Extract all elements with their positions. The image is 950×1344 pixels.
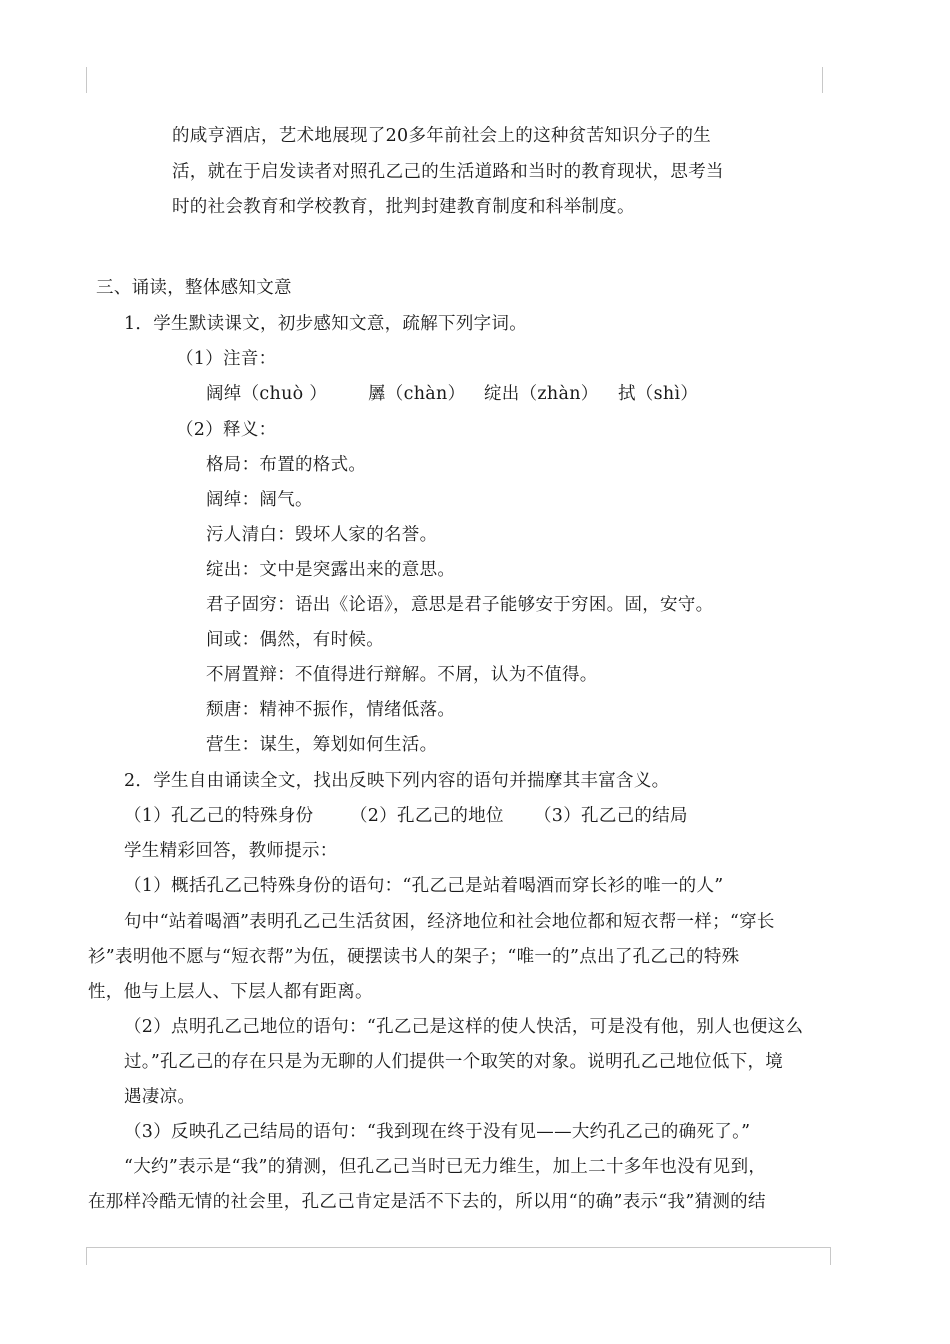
gloss-item: 间或：偶然，有时候。 (206, 630, 384, 650)
answer-1-line-2: 衫”表明他不愿与“短衣帮”为伍，硬摆读书人的架子；“唯一的”点出了孔乙己的特殊 (88, 947, 740, 967)
answer-2-line-3: 遇凄凉。 (124, 1087, 196, 1107)
topic-item: （1）孔乙己的特殊身份 (124, 806, 314, 826)
answer-2-line-2: 过。”孔乙己的存在只是为无聊的人们提供一个取笑的对象。说明孔乙己地位低下，境 (124, 1052, 784, 1072)
answer-1-line-1: 句中“站着喝酒”表明孔乙己生活贫困，经济地位和社会地位都和短衣帮一样；“穿长 (124, 912, 775, 932)
pinyin-entry: 阔绰（chuò ） (206, 384, 328, 404)
gloss-item: 格局：布置的格式。 (206, 455, 367, 475)
pinyin-row (206, 382, 699, 406)
page-bottom-border-line (86, 1247, 830, 1248)
answer-intro: 学生精彩回答，教师提示： (124, 841, 338, 861)
answer-3-line-1: “大约”表示是“我”的猜测，但孔乙己当时已无力维生，加上二十多年也没有见到， (124, 1157, 767, 1177)
page-corner-mark-bottom-left (86, 1247, 87, 1265)
topic-item: （2）孔乙己的地位 (350, 806, 504, 826)
answer-3-line-2: 在那样冷酷无情的社会里，孔乙己肯定是活不下去的，所以用“的确”表示“我”猜测的结 (88, 1192, 766, 1212)
intro-line-3: 时的社会教育和学校教育，批判封建教育制度和科举制度。 (172, 197, 635, 217)
gloss-item: 君子固穷：语出《论语》，意思是君子能够安于穷困。固，安守。 (206, 595, 714, 615)
page-corner-mark-bottom-right (830, 1247, 831, 1265)
intro-line-2: 活，就在于启发读者对照孔乙己的生活道路和当时的教育现状，思考当 (172, 162, 724, 182)
answer-2-line-1: （2）点明孔乙己地位的语句：“孔乙己是这样的使人快活，可是没有他，别人也便这么 (124, 1017, 804, 1037)
answer-1-line-3: 性，他与上层人、下层人都有距离。 (88, 982, 373, 1002)
gloss-label: （2）释义： (176, 420, 277, 440)
gloss-item: 污人清白：毁坏人家的名誉。 (206, 525, 438, 545)
gloss-item: 不屑置辩：不值得进行辩解。不屑，认为不值得。 (206, 665, 598, 685)
answer-3-quote: （3）反映孔乙己结局的语句：“我到现在终于没有见——大约孔乙己的确死了。” (124, 1122, 751, 1142)
gloss-item: 阔绰：阔气。 (206, 490, 313, 510)
section-heading: 三、诵读，整体感知文意 (96, 278, 292, 298)
gloss-item: 绽出：文中是突露出来的意思。 (206, 560, 456, 580)
topic-item: （3）孔乙己的结局 (534, 806, 688, 826)
item1-title: 1．学生默读课文，初步感知文意，疏解下列字词。 (124, 314, 528, 334)
pinyin-entry: 绽出（zhàn） (484, 384, 599, 404)
topic-row (124, 804, 688, 828)
pinyin-entry: 羼（chàn） (368, 384, 466, 404)
page-corner-mark-top-right (822, 67, 823, 93)
gloss-item: 颓唐：精神不振作，情绪低落。 (206, 700, 456, 720)
answer-1-quote: （1）概括孔乙己特殊身份的语句：“孔乙己是站着喝酒而穿长衫的唯一的人” (124, 876, 724, 896)
intro-line-1: 的咸亨酒店，艺术地展现了20多年前社会上的这种贫苦知识分子的生 (172, 126, 712, 146)
item2-title: 2．学生自由诵读全文，找出反映下列内容的语句并揣摩其丰富含义。 (124, 771, 670, 791)
page-corner-mark-top-left (86, 67, 87, 93)
pinyin-label: （1）注音： (176, 349, 277, 369)
pinyin-entry: 拭（shì） (618, 384, 699, 404)
gloss-item: 营生：谋生，筹划如何生活。 (206, 735, 438, 755)
